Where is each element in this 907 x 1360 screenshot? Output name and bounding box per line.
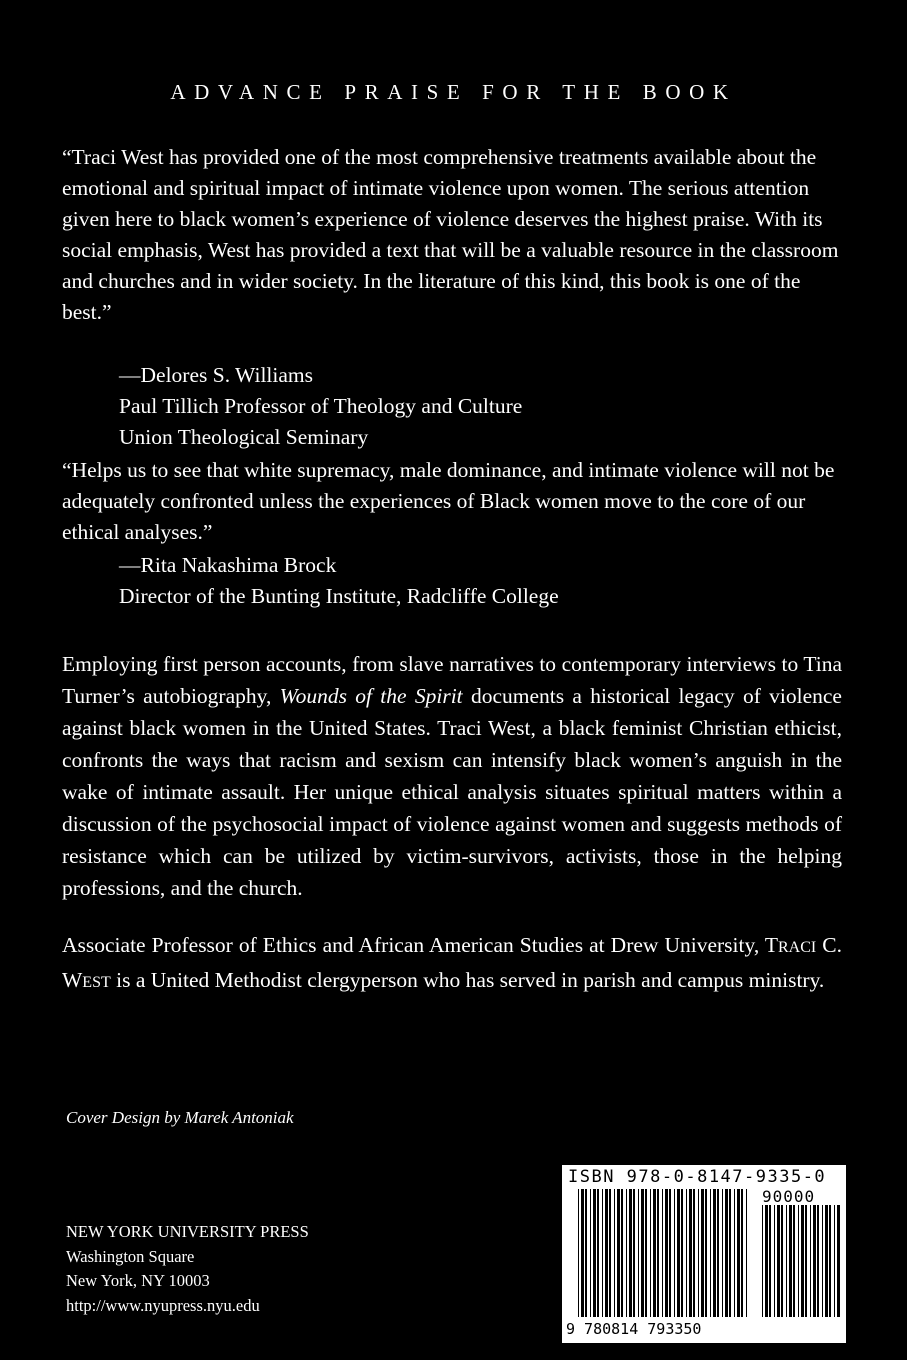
- barcode-bar: [825, 1205, 828, 1317]
- barcode-bar: [717, 1189, 719, 1317]
- author-bio: [62, 929, 842, 999]
- bio-text: Associate Professor of Ethics and African American Studies at Drew University,: [62, 933, 760, 957]
- attribution-williams: [119, 360, 522, 453]
- barcode-bar: [657, 1189, 659, 1317]
- barcode-bar: [674, 1189, 675, 1317]
- barcode-bar: [737, 1189, 740, 1317]
- barcode-bar: [765, 1205, 768, 1317]
- barcode-bar: [638, 1189, 639, 1317]
- barcode-bar: [713, 1189, 716, 1317]
- barcode-bar: [813, 1205, 816, 1317]
- quote-author: —Rita Nakashima Brock: [119, 553, 337, 577]
- barcode-bar: [834, 1205, 835, 1317]
- barcode-bar: [705, 1189, 707, 1317]
- publisher-address-line1: Washington Square: [66, 1246, 195, 1266]
- publisher-address-line2: New York, NY 10003: [66, 1271, 210, 1290]
- barcode-bar: [626, 1189, 627, 1317]
- barcode-bar: [701, 1189, 704, 1317]
- barcode-bar: [578, 1189, 579, 1317]
- barcode-bar: [605, 1189, 608, 1317]
- barcode-bar: [774, 1205, 775, 1317]
- barcode-bar: [602, 1189, 603, 1317]
- barcode-bar: [593, 1189, 596, 1317]
- barcode-bar: [662, 1189, 663, 1317]
- barcode-bar: [698, 1189, 699, 1317]
- praise-heading: ADVANCE PRAISE FOR THE BOOK: [170, 80, 737, 104]
- quote-author: —Delores S. Williams: [119, 363, 314, 387]
- barcode-bar: [817, 1205, 819, 1317]
- barcode-bar: [822, 1205, 823, 1317]
- barcode-bar: [734, 1189, 735, 1317]
- barcode-bar: [614, 1189, 615, 1317]
- barcode-bar: [805, 1205, 807, 1317]
- isbn-barcode: [562, 1165, 846, 1343]
- barcode-bar: [665, 1189, 668, 1317]
- barcode-bar: [777, 1205, 780, 1317]
- barcode-bar: [762, 1205, 763, 1317]
- quote-author-title: Paul Tillich Professor of Theology and Culture: [119, 394, 523, 418]
- description-text: documents a historical legacy of violence against black women in the United States. Traci West, a black feminist Christian ethicist, confronts the ways that racism and sexism can intensify black women’s anguish in the wake of intimate assault. Her unique ethical analysis situates spiritual matters within a discussion of the psychosocial impact of violence against women and suggests methods of resistance which can be utilized by victim-survivors, activists, those in the helping professions, and the church.: [62, 684, 842, 900]
- author-name: TRACI C. WEST: [62, 933, 842, 992]
- isbn-label: ISBN 978-0-8147-9335-0: [568, 1167, 827, 1187]
- barcode-bar: [693, 1189, 695, 1317]
- bio-text: is a United Methodist clergyperson who has served in parish and campus ministry.: [110, 968, 825, 992]
- barcode-bar: [801, 1205, 804, 1317]
- barcode-bar: [793, 1205, 795, 1317]
- publisher-name: NEW YORK UNIVERSITY PRESS: [66, 1222, 309, 1241]
- barcode-bar: [681, 1189, 683, 1317]
- barcode-bar: [653, 1189, 656, 1317]
- barcode-bar: [650, 1189, 651, 1317]
- barcode-bar: [597, 1189, 599, 1317]
- cover-design-credit: Cover Design by Marek Antoniak: [66, 1108, 294, 1127]
- barcode-bar: [722, 1189, 723, 1317]
- barcode-bar: [710, 1189, 711, 1317]
- quote-author-institution: Union Theological Seminary: [119, 425, 369, 449]
- barcode-bar: [781, 1205, 783, 1317]
- barcode-digits: 9 780814 793350: [566, 1320, 702, 1338]
- barcode-bar: [585, 1189, 587, 1317]
- publisher-url: http://www.nyupress.nyu.edu: [66, 1295, 260, 1315]
- barcode-bar: [686, 1189, 687, 1317]
- barcode-bar: [810, 1205, 811, 1317]
- praise-quote-brock: “Helps us to see that white supremacy, male dominance, and intimate violence will not be adequately confronted unless the experiences of Black women move to the core of our ethical analyses.”: [62, 458, 835, 544]
- barcode-bar: [769, 1205, 771, 1317]
- publisher-block: [66, 1220, 309, 1318]
- barcode-bar: [641, 1189, 644, 1317]
- barcode-bar: [645, 1189, 647, 1317]
- praise-quote-williams: “Traci West has provided one of the most comprehensive treatments available about the emotional and spiritual impact of intimate violence upon women. The serious attention given here to black women’s experience of violence deserves the highest praise. With its social emphasis, West has provided a text that will be a valuable resource in the classroom and churches and in wider society. In the literature of this kind, this book is one of the best.”: [62, 145, 839, 324]
- description-text: Employing first person accounts, from slave narratives to contemporary interviews to Tina Turner’s autobiography,: [62, 652, 842, 708]
- barcode-bar: [837, 1205, 840, 1317]
- attribution-brock: [119, 550, 559, 612]
- barcode-bar: [609, 1189, 611, 1317]
- barcode-bar: [798, 1205, 799, 1317]
- barcode-bar: [729, 1189, 731, 1317]
- barcode-bar: [617, 1189, 620, 1317]
- book-title: Wounds of the Spirit: [279, 684, 463, 708]
- book-description: [62, 648, 842, 904]
- barcode-bar: [677, 1189, 680, 1317]
- barcode-bar: [629, 1189, 632, 1317]
- barcode-bar: [689, 1189, 692, 1317]
- barcode-bar: [633, 1189, 635, 1317]
- barcode-bar: [741, 1189, 743, 1317]
- barcode-bar: [725, 1189, 728, 1317]
- barcode-bar: [789, 1205, 792, 1317]
- barcode-bar: [746, 1189, 747, 1317]
- barcode-bar: [621, 1189, 623, 1317]
- barcode-bar: [581, 1189, 584, 1317]
- barcode-bar: [590, 1189, 591, 1317]
- barcode-bar: [829, 1205, 831, 1317]
- barcode-bar: [786, 1205, 787, 1317]
- barcode-bar: [669, 1189, 671, 1317]
- quote-author-title: Director of the Bunting Institute, Radcliffe College: [119, 584, 559, 608]
- price-code: 90000: [762, 1187, 816, 1206]
